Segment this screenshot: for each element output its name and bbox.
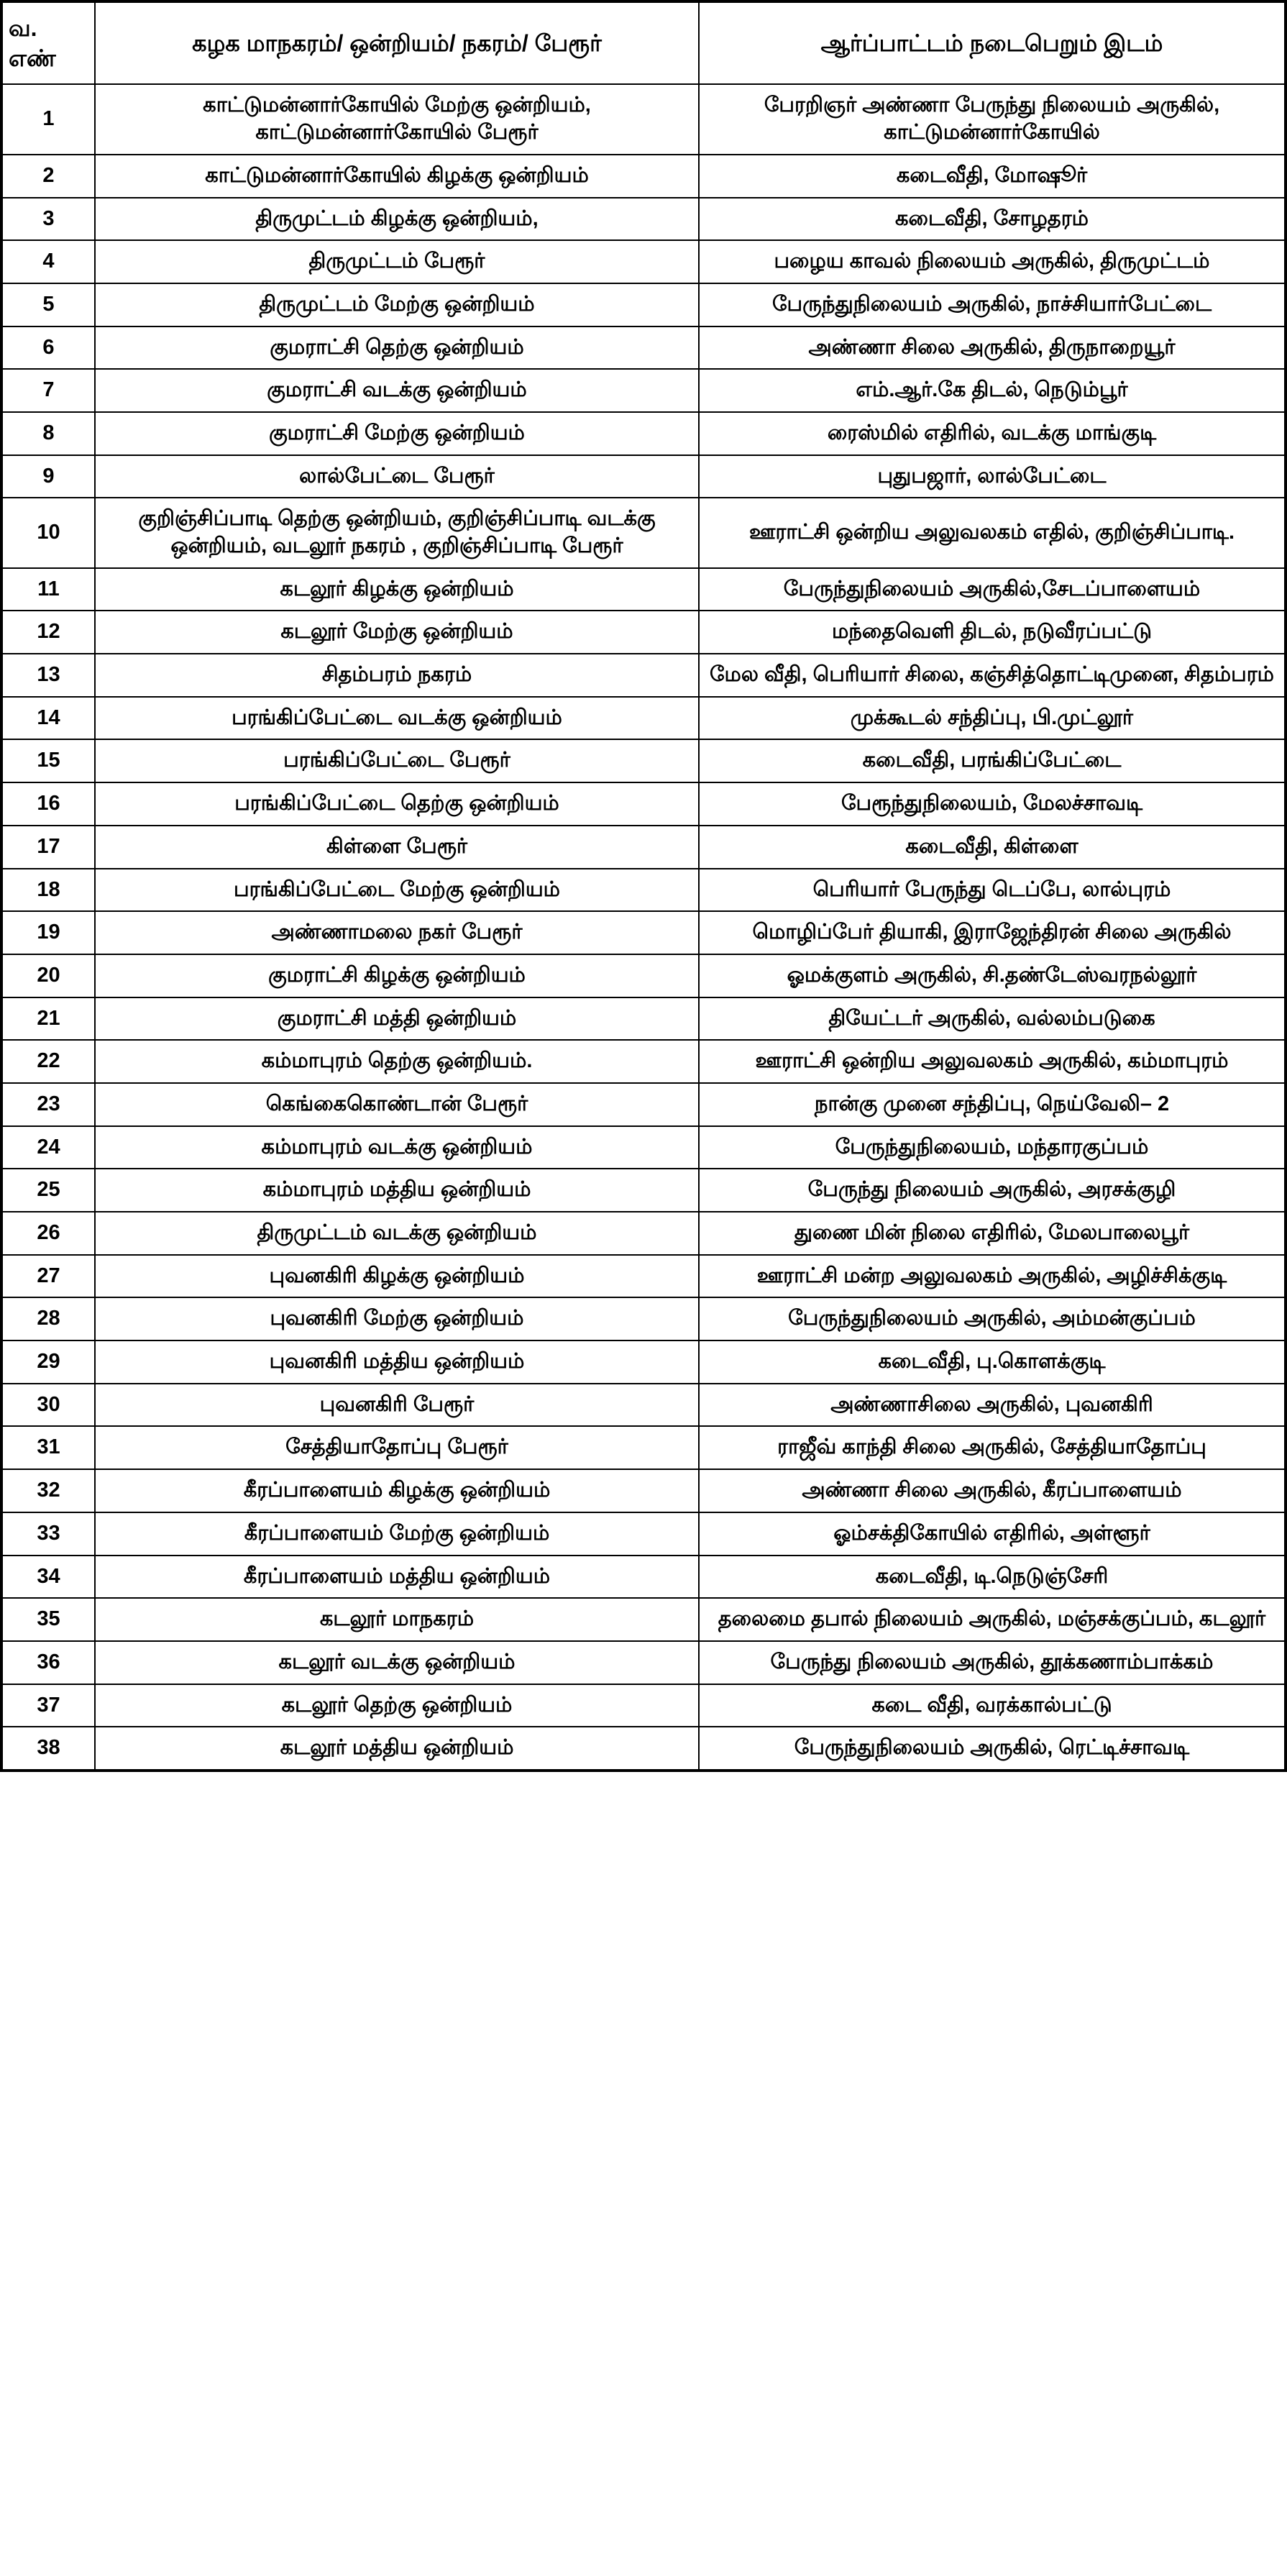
table-row — [1, 611, 1286, 654]
cell-place: கடைவீதி, சோழதரம் — [699, 198, 1286, 241]
table-row — [1, 240, 1286, 283]
cell-place: ஓம்சக்திகோயில் எதிரில், அள்ளூர் — [699, 1512, 1286, 1556]
cell-serial: 27 — [1, 1255, 95, 1298]
cell-place: பேருந்துநிலையம் அருகில், அம்மன்குப்பம் — [699, 1297, 1286, 1340]
table-row — [1, 1684, 1286, 1727]
cell-body: புவனகிரி கிழக்கு ஒன்றியம் — [95, 1255, 699, 1298]
cell-body: கீரப்பாளையம் கிழக்கு ஒன்றியம் — [95, 1469, 699, 1512]
cell-place: தியேட்டர் அருகில், வல்லம்படுகை — [699, 997, 1286, 1041]
table-row — [1, 1426, 1286, 1469]
cell-serial: 30 — [1, 1384, 95, 1427]
column-header-place: ஆர்ப்பாட்டம் நடைபெறும் இடம் — [699, 1, 1286, 84]
table-row — [1, 1727, 1286, 1771]
table-row — [1, 869, 1286, 912]
cell-serial: 36 — [1, 1641, 95, 1684]
cell-body: பரங்கிப்பேட்டை தெற்கு ஒன்றியம் — [95, 782, 699, 826]
cell-place: பேருந்துநிலையம் அருகில்,சேடப்பாளையம் — [699, 568, 1286, 611]
cell-place: கடைவீதி, கிள்ளை — [699, 826, 1286, 869]
cell-place: பேரறிஞர் அண்ணா பேருந்து நிலையம் அருகில், காட்டுமன்னார்கோயில் — [699, 84, 1286, 154]
cell-serial: 33 — [1, 1512, 95, 1556]
cell-body: கடலூர் தெற்கு ஒன்றியம் — [95, 1684, 699, 1727]
cell-place: கடைவீதி, பரங்கிப்பேட்டை — [699, 739, 1286, 782]
cell-serial: 8 — [1, 412, 95, 455]
cell-serial: 11 — [1, 568, 95, 611]
cell-body: கீரப்பாளையம் மத்திய ஒன்றியம் — [95, 1556, 699, 1599]
cell-body: திருமுட்டம் மேற்கு ஒன்றியம் — [95, 283, 699, 326]
cell-body: கடலூர் மேற்கு ஒன்றியம் — [95, 611, 699, 654]
cell-serial: 13 — [1, 654, 95, 697]
table-row — [1, 1641, 1286, 1684]
table-row — [1, 326, 1286, 370]
cell-serial: 16 — [1, 782, 95, 826]
cell-body: புவனகிரி பேரூர் — [95, 1384, 699, 1427]
cell-serial: 3 — [1, 198, 95, 241]
cell-place: கடைவீதி, டி.நெடுஞ்சேரி — [699, 1556, 1286, 1599]
cell-serial: 7 — [1, 369, 95, 412]
cell-serial: 12 — [1, 611, 95, 654]
cell-place: ஊராட்சி ஒன்றிய அலுவலகம் எதில், குறிஞ்சிப்பாடி. — [699, 498, 1286, 567]
cell-body: குறிஞ்சிப்பாடி தெற்கு ஒன்றியம், குறிஞ்சிப்பாடி வடக்கு ஒன்றியம், வடலூர் நகரம் , குறிஞ்சிப்பாடி பேரூர் — [95, 498, 699, 567]
table-row — [1, 1598, 1286, 1641]
cell-serial: 4 — [1, 240, 95, 283]
cell-body: திருமுட்டம் பேரூர் — [95, 240, 699, 283]
cell-place: அண்ணாசிலை அருகில், புவனகிரி — [699, 1384, 1286, 1427]
table-row — [1, 954, 1286, 997]
cell-body: கிள்ளை பேரூர் — [95, 826, 699, 869]
cell-body: சேத்தியாதோப்பு பேரூர் — [95, 1426, 699, 1469]
cell-serial: 17 — [1, 826, 95, 869]
table-row — [1, 198, 1286, 241]
cell-place: ஊராட்சி மன்ற அலுவலகம் அருகில், அழிச்சிக்குடி — [699, 1255, 1286, 1298]
cell-serial: 31 — [1, 1426, 95, 1469]
cell-serial: 35 — [1, 1598, 95, 1641]
table-row — [1, 1083, 1286, 1126]
table-row — [1, 412, 1286, 455]
cell-place: பேரூந்துநிலையம், மேலச்சாவடி — [699, 782, 1286, 826]
cell-body: சிதம்பரம் நகரம் — [95, 654, 699, 697]
table-row — [1, 1040, 1286, 1083]
table-row — [1, 997, 1286, 1041]
cell-body: குமராட்சி தெற்கு ஒன்றியம் — [95, 326, 699, 370]
cell-body: பரங்கிப்பேட்டை வடக்கு ஒன்றியம் — [95, 697, 699, 740]
cell-serial: 37 — [1, 1684, 95, 1727]
cell-body: காட்டுமன்னார்கோயில் மேற்கு ஒன்றியம், காட்டுமன்னார்கோயில் பேரூர் — [95, 84, 699, 154]
cell-place: துணை மின் நிலை எதிரில், மேலபாலைபூர் — [699, 1212, 1286, 1255]
cell-body: கடலூர் மாநகரம் — [95, 1598, 699, 1641]
cell-serial: 19 — [1, 911, 95, 954]
table-row — [1, 1297, 1286, 1340]
cell-body: கடலூர் கிழக்கு ஒன்றியம் — [95, 568, 699, 611]
column-header-body: கழக மாநகரம்/ ஒன்றியம்/ நகரம்/ பேரூர் — [95, 1, 699, 84]
table-row — [1, 1469, 1286, 1512]
cell-serial: 15 — [1, 739, 95, 782]
cell-place: கடைவீதி, பு.கொளக்குடி — [699, 1340, 1286, 1384]
cell-place: கடைவீதி, மோஷூர் — [699, 155, 1286, 198]
cell-place: பேருந்து நிலையம் அருகில், தூக்கணாம்பாக்கம் — [699, 1641, 1286, 1684]
cell-place: அண்ணா சிலை அருகில், கீரப்பாளையம் — [699, 1469, 1286, 1512]
cell-body: குமராட்சி மேற்கு ஒன்றியம் — [95, 412, 699, 455]
cell-place: ஓமக்குளம் அருகில், சி.தண்டேஸ்வரநல்லூர் — [699, 954, 1286, 997]
cell-body: கெங்கைகொண்டான் பேரூர் — [95, 1083, 699, 1126]
cell-serial: 20 — [1, 954, 95, 997]
cell-place: எம்.ஆர்.கே திடல், நெடும்பூர் — [699, 369, 1286, 412]
cell-place: ரைஸ்மில் எதிரில், வடக்கு மாங்குடி — [699, 412, 1286, 455]
cell-serial: 29 — [1, 1340, 95, 1384]
table-row — [1, 1512, 1286, 1556]
cell-serial: 6 — [1, 326, 95, 370]
cell-place: மேல வீதி, பெரியார் சிலை, கஞ்சித்தொட்டிமுனை, சிதம்பரம் — [699, 654, 1286, 697]
cell-place: மொழிப்பேர் தியாகி, இராஜேந்திரன் சிலை அருகில் — [699, 911, 1286, 954]
table-row — [1, 84, 1286, 154]
table-row — [1, 739, 1286, 782]
cell-place: பேருந்துநிலையம், மந்தாரகுப்பம் — [699, 1126, 1286, 1169]
cell-serial: 5 — [1, 283, 95, 326]
table-row — [1, 911, 1286, 954]
cell-body: புவனகிரி மேற்கு ஒன்றியம் — [95, 1297, 699, 1340]
table-row — [1, 455, 1286, 498]
table-row — [1, 1556, 1286, 1599]
cell-serial: 38 — [1, 1727, 95, 1771]
cell-serial: 2 — [1, 155, 95, 198]
table-row — [1, 155, 1286, 198]
column-header-serial: வ. எண் — [1, 1, 95, 84]
cell-serial: 26 — [1, 1212, 95, 1255]
cell-place: தலைமை தபால் நிலையம் அருகில், மஞ்சக்குப்பம், கடலூர் — [699, 1598, 1286, 1641]
cell-serial: 10 — [1, 498, 95, 567]
cell-body: கம்மாபுரம் மத்திய ஒன்றியம் — [95, 1169, 699, 1212]
table-row — [1, 1169, 1286, 1212]
cell-place: அண்ணா சிலை அருகில், திருநாறையூர் — [699, 326, 1286, 370]
cell-body: கம்மாபுரம் வடக்கு ஒன்றியம் — [95, 1126, 699, 1169]
cell-serial: 1 — [1, 84, 95, 154]
cell-place: பேருந்துநிலையம் அருகில், நாச்சியார்பேட்டை — [699, 283, 1286, 326]
cell-serial: 34 — [1, 1556, 95, 1599]
cell-serial: 23 — [1, 1083, 95, 1126]
table-row — [1, 1340, 1286, 1384]
cell-body: குமராட்சி கிழக்கு ஒன்றியம் — [95, 954, 699, 997]
cell-serial: 24 — [1, 1126, 95, 1169]
table-row — [1, 697, 1286, 740]
cell-body: திருமுட்டம் கிழக்கு ஒன்றியம், — [95, 198, 699, 241]
cell-serial: 18 — [1, 869, 95, 912]
cell-place: ஊராட்சி ஒன்றிய அலுவலகம் அருகில், கம்மாபுரம் — [699, 1040, 1286, 1083]
cell-serial: 22 — [1, 1040, 95, 1083]
cell-body: கம்மாபுரம் தெற்கு ஒன்றியம். — [95, 1040, 699, 1083]
table-row — [1, 782, 1286, 826]
cell-serial: 21 — [1, 997, 95, 1041]
cell-place: முக்கூடல் சந்திப்பு, பி.முட்லூர் — [699, 697, 1286, 740]
cell-body: அண்ணாமலை நகர் பேரூர் — [95, 911, 699, 954]
cell-place: நான்கு முனை சந்திப்பு, நெய்வேலி– 2 — [699, 1083, 1286, 1126]
cell-body: கடலூர் வடக்கு ஒன்றியம் — [95, 1641, 699, 1684]
table-row — [1, 568, 1286, 611]
cell-place: பெரியார் பேருந்து டெப்பே, லால்புரம் — [699, 869, 1286, 912]
table-header-row — [1, 1, 1286, 84]
cell-serial: 28 — [1, 1297, 95, 1340]
table-row — [1, 369, 1286, 412]
table-row — [1, 1126, 1286, 1169]
cell-place: கடை வீதி, வரக்கால்பட்டு — [699, 1684, 1286, 1727]
cell-body: குமராட்சி வடக்கு ஒன்றியம் — [95, 369, 699, 412]
cell-body: பரங்கிப்பேட்டை பேரூர் — [95, 739, 699, 782]
table-row — [1, 654, 1286, 697]
cell-body: லால்பேட்டை பேரூர் — [95, 455, 699, 498]
table-header — [1, 1, 1286, 84]
cell-place: புதுபஜார், லால்பேட்டை — [699, 455, 1286, 498]
cell-body: புவனகிரி மத்திய ஒன்றியம் — [95, 1340, 699, 1384]
table-body — [1, 84, 1286, 1771]
cell-body: திருமுட்டம் வடக்கு ஒன்றியம் — [95, 1212, 699, 1255]
table-row — [1, 283, 1286, 326]
cell-serial: 9 — [1, 455, 95, 498]
cell-body: குமராட்சி மத்தி ஒன்றியம் — [95, 997, 699, 1041]
cell-place: பேருந்து நிலையம் அருகில், அரசக்குழி — [699, 1169, 1286, 1212]
cell-body: கடலூர் மத்திய ஒன்றியம் — [95, 1727, 699, 1771]
cell-serial: 14 — [1, 697, 95, 740]
table-row — [1, 1212, 1286, 1255]
cell-body: காட்டுமன்னார்கோயில் கிழக்கு ஒன்றியம் — [95, 155, 699, 198]
cell-place: மந்தைவெளி திடல், நடுவீரப்பட்டு — [699, 611, 1286, 654]
cell-place: பேருந்துநிலையம் அருகில், ரெட்டிச்சாவடி — [699, 1727, 1286, 1771]
cell-serial: 25 — [1, 1169, 95, 1212]
table-row — [1, 498, 1286, 567]
cell-serial: 32 — [1, 1469, 95, 1512]
cell-body: கீரப்பாளையம் மேற்கு ஒன்றியம் — [95, 1512, 699, 1556]
cell-body: பரங்கிப்பேட்டை மேற்கு ஒன்றியம் — [95, 869, 699, 912]
table-row — [1, 1255, 1286, 1298]
cell-place: பழைய காவல் நிலையம் அருகில், திருமுட்டம் — [699, 240, 1286, 283]
cell-place: ராஜீவ் காந்தி சிலை அருகில், சேத்தியாதோப்பு — [699, 1426, 1286, 1469]
table-row — [1, 826, 1286, 869]
table-row — [1, 1384, 1286, 1427]
